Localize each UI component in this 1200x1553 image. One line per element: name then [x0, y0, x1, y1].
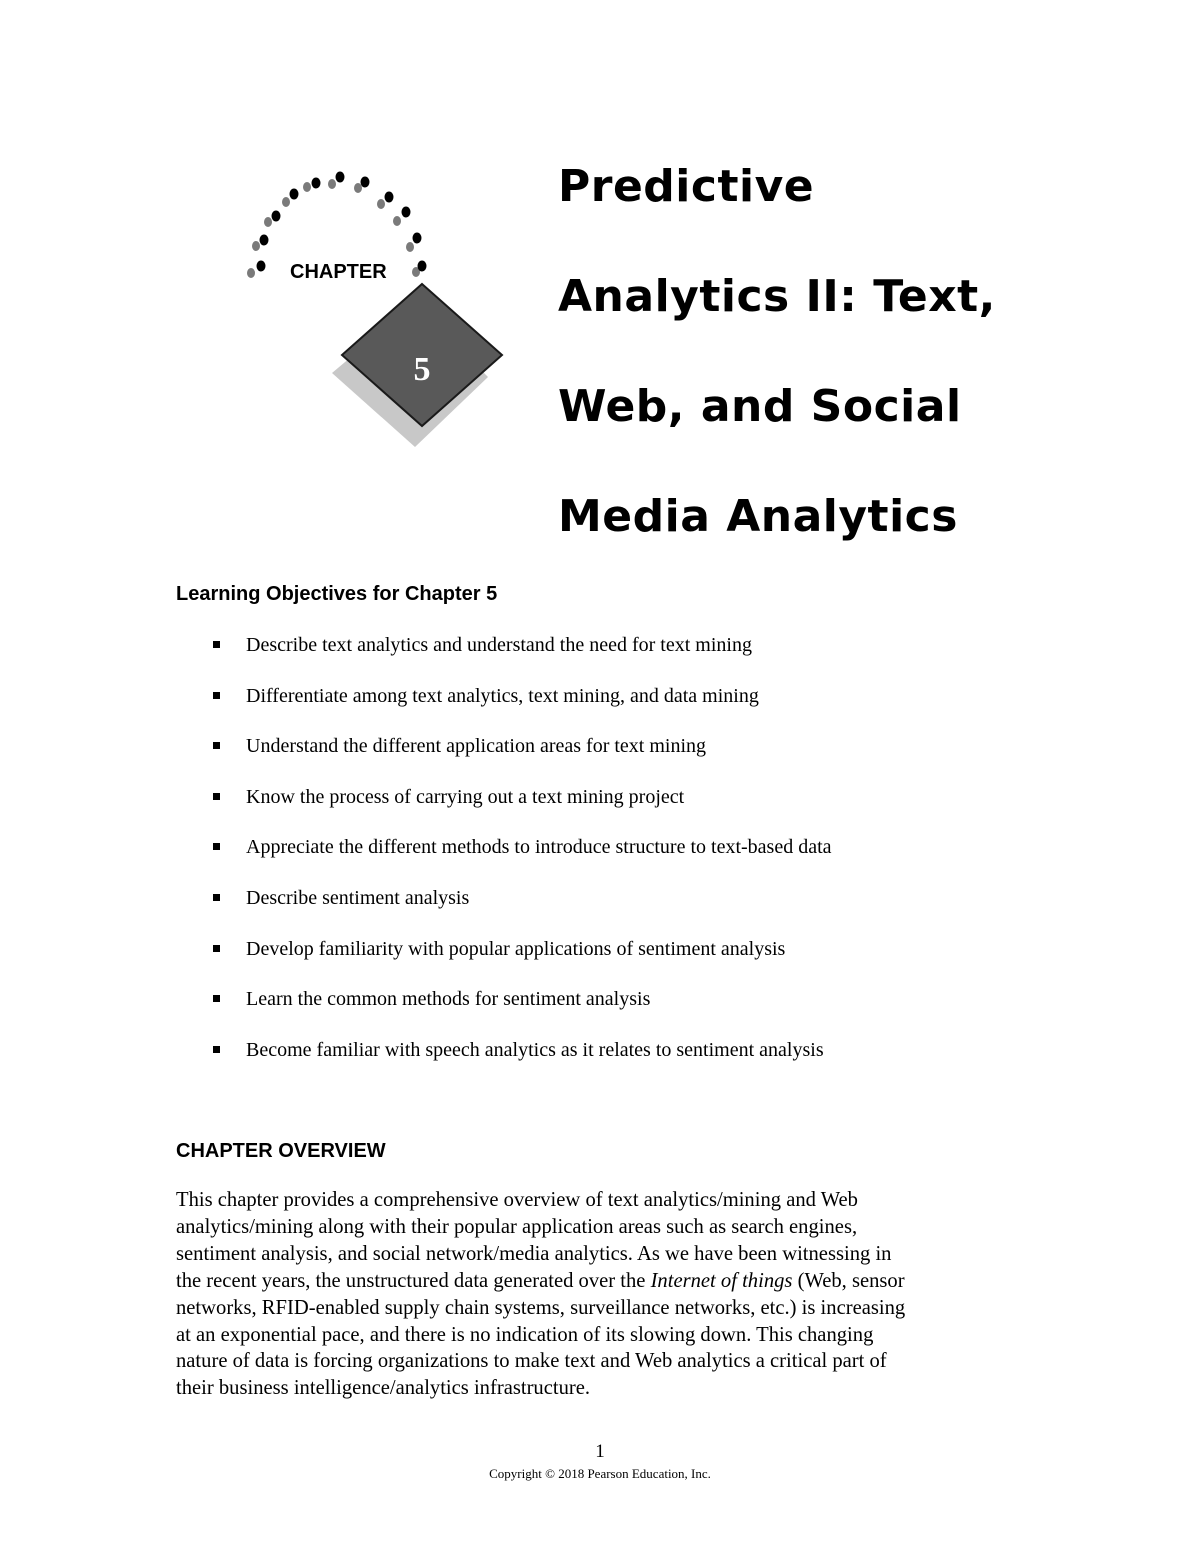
learning-objectives-list — [176, 627, 1076, 1082]
square-bullet-icon — [213, 692, 220, 699]
objective-text: Develop familiarity with popular applications of sentiment analysis — [246, 937, 786, 960]
chapter-number: 5 — [413, 351, 431, 388]
chapter-title-line: Web, and Social — [558, 381, 962, 432]
list-item — [176, 1032, 1076, 1083]
list-item — [176, 627, 1076, 678]
chapter-overview-paragraph — [176, 1187, 1036, 1402]
list-item — [176, 829, 1076, 880]
page-number: 1 — [595, 1441, 605, 1462]
chapter-title-line: Analytics II: Text, — [558, 271, 996, 322]
paragraph-line — [176, 1268, 1036, 1295]
paragraph-line: analytics/mining along with their popular application areas such as search engines, — [176, 1215, 858, 1238]
learning-objectives-heading: Learning Objectives for Chapter 5 — [176, 583, 498, 605]
list-item — [176, 931, 1076, 982]
chapter-badge-graphic — [230, 160, 520, 450]
square-bullet-icon — [213, 843, 220, 850]
objective-text: Know the process of carrying out a text mining project — [246, 785, 685, 808]
square-bullet-icon — [213, 742, 220, 749]
square-bullet-icon — [213, 641, 220, 648]
paragraph-line: networks, RFID-enabled supply chain systems, surveillance networks, etc.) is increasing — [176, 1296, 906, 1319]
square-bullet-icon — [213, 945, 220, 952]
list-item — [176, 678, 1076, 729]
list-item — [176, 779, 1076, 830]
list-item — [176, 880, 1076, 931]
objective-text: Learn the common methods for sentiment analysis — [246, 988, 651, 1011]
chapter-label: CHAPTER — [290, 261, 387, 283]
objective-text: Understand the different application areas for text mining — [246, 735, 707, 758]
square-bullet-icon — [213, 793, 220, 800]
square-bullet-icon — [213, 995, 220, 1002]
objective-text: Describe text analytics and understand the need for text mining — [246, 634, 752, 656]
objective-text: Appreciate the different methods to introduce structure to text-based data — [246, 836, 832, 859]
objective-text: Become familiar with speech analytics as it relates to sentiment analysis — [246, 1038, 824, 1061]
square-bullet-icon — [213, 894, 220, 901]
chapter-title-line: Media Analytics — [558, 491, 958, 542]
chapter-title — [558, 132, 1158, 572]
square-bullet-icon — [213, 1046, 220, 1053]
paragraph-line: nature of data is forcing organizations to make text and Web analytics a critical part of — [176, 1350, 887, 1373]
paragraph-text: the recent years, the unstructured data generated over the — [176, 1269, 651, 1292]
objective-text: Describe sentiment analysis — [246, 886, 470, 909]
paragraph-line: sentiment analysis, and social network/media analytics. As we have been witnessing in — [176, 1242, 892, 1265]
list-item — [176, 728, 1076, 779]
chapter-badge — [230, 160, 520, 450]
paragraph-line: their business intelligence/analytics infrastructure. — [176, 1377, 591, 1400]
chapter-title-line: Predictive — [558, 161, 815, 212]
chapter-overview-heading: CHAPTER OVERVIEW — [176, 1140, 386, 1162]
paragraph-line: at an exponential pace, and there is no indication of its slowing down. This changing — [176, 1323, 874, 1346]
objective-text: Differentiate among text analytics, text mining, and data mining — [246, 684, 759, 707]
list-item — [176, 981, 1076, 1032]
paragraph-line: This chapter provides a comprehensive overview of text analytics/mining and Web — [176, 1189, 858, 1211]
copyright-notice: Copyright © 2018 Pearson Education, Inc. — [489, 1466, 711, 1481]
paragraph-text: (Web, sensor — [792, 1269, 905, 1292]
emphasis-internet-of-things: Internet of things — [650, 1269, 793, 1292]
